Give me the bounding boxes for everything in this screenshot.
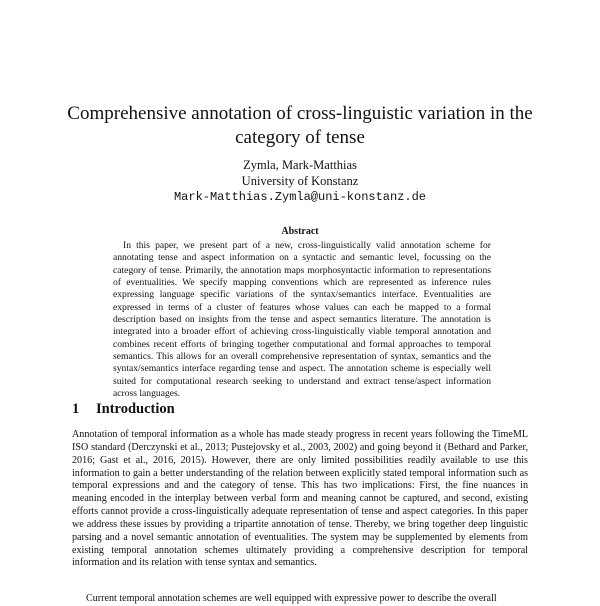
author-name: Zymla, Mark-Matthias (243, 158, 357, 172)
section-title: Introduction (96, 401, 175, 417)
author-affiliation: University of Konstanz (241, 174, 359, 188)
abstract-text: In this paper, we present part of a new, cross-linguistically valid annotation scheme for annotating tense and aspect information on a syntactic and semantic level, focussing on the category of tense. Primarily, the annotation maps morphosyntactic information to representations of eventualities. We specify mapping conventions which are represented as inference rules expressing language specific variations of the syntax/semantics interface. Eventualities are expressed in terms of a cluster of features whose values can each be mapped to a formal description based on insights from the tense and aspect semantics literature. The annotation is integrated into a broader effort of achieving cross-linguistically viable temporal annotation and combines recent efforts of bringing together computational and formal approaches to temporal semantics. This allows for an overall comprehensive representation of syntax, semantics and the syntax/semantics interface regarding tense and aspect. The annotation scheme is especially well suited for computational research seeking to understand and extract tense/aspect information across languages. (113, 240, 491, 400)
author-block (60, 157, 540, 205)
section-number: 1 (72, 401, 80, 417)
paper-title: Comprehensive annotation of cross-linguistic variation in the category of tense (67, 103, 533, 148)
body-paragraph: Annotation of temporal information as a whole has made steady progress in recent years following the TimeML ISO standard (Derczynski et al., 2013; Pustejovsky et al., 2003, 2002) and going beyond it (Bethard and Parker, 2016; Gast et al., 2016, 2015). However, there are only limited possibilities readily available to use this information to gain a better understanding of the relation between explicitly stated temporal information such as temporal expressions and and the category of tense. This has two implications: First, the fine nuances in meaning encoded in the interplay between verbal form and meaning cannot be captured, and second, existing efforts cannot provide a cross-linguistically adequate representation of tense and aspect categories. In this paper we address these issues by providing a tripartite annotation of tense. Thereby, we bring together deep linguistic parsing and a novel semantic annotation of eventualities. The system may be supplemented by elements from existing temporal annotation schemes ultimately providing a comprehensive description for temporal information and its relation with tense syntax and semantics. (72, 429, 528, 569)
author-email: Mark-Matthias.Zymla@uni-konstanz.de (173, 190, 427, 204)
body-paragraph-continued: Current temporal annotation schemes are well equipped with expressive power to describe the overall (86, 593, 497, 604)
section-heading (72, 401, 175, 418)
abstract-heading: Abstract (281, 226, 319, 237)
